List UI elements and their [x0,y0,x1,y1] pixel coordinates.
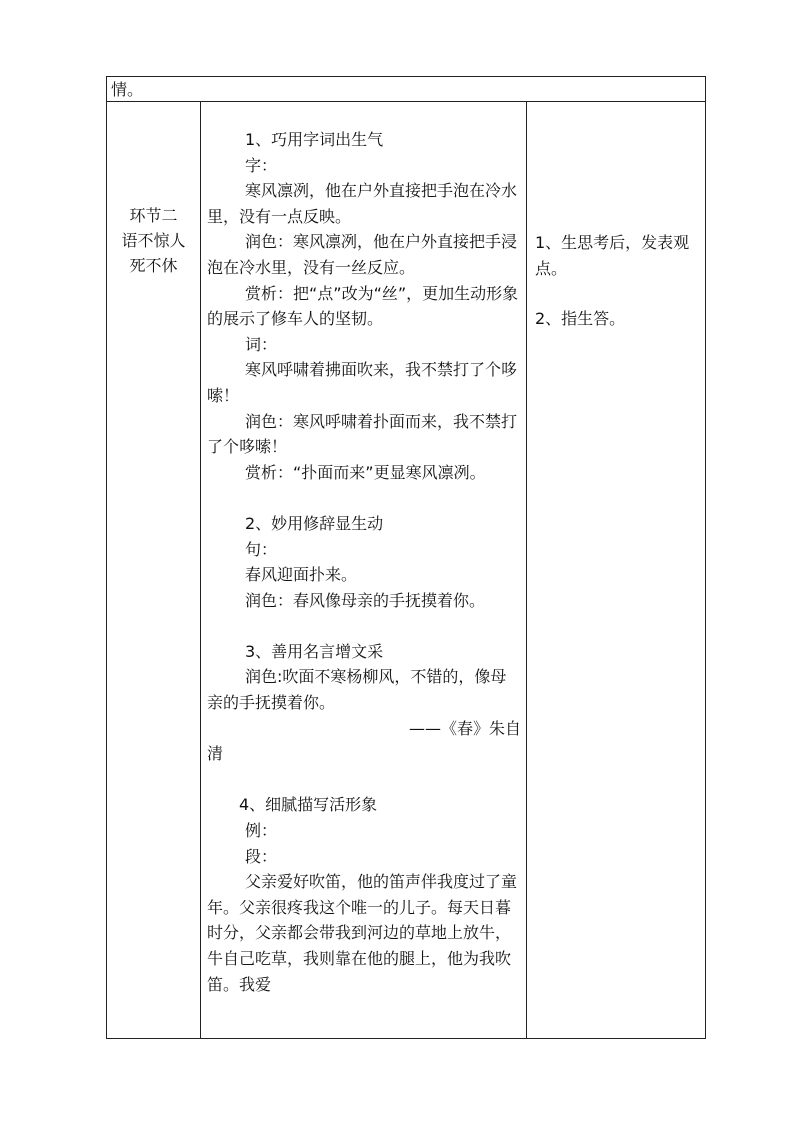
s2-revised: 润色：春风像母亲的手抚摸着你。 [245,590,486,610]
s1-ci-revised: 润色：寒风呼啸着扑面而来，我不禁打了个哆嗦！ [207,411,518,457]
section-2-title: 2、妙用修辞显生动 [245,513,384,533]
stage-line: 死不休 [129,256,178,275]
label-ci: 词： [245,334,278,354]
activity-2: 2、指生答。 [535,309,626,328]
label-duan: 段： [245,846,278,866]
s1-ci-original: 寒风呼啸着拂面吹来，我不禁打了个哆嗦！ [207,360,518,405]
label-zi: 字： [245,155,278,175]
s1-zi-analysis: 赏析：把“点”改为“丝”，更加生动形象的展示了修车人的坚韧。 [207,283,519,329]
stage-line: 环节二 [129,206,178,225]
s2-original: 春风迎面扑来。 [245,565,358,585]
label-ju: 句： [245,539,278,559]
activity-1: 1、生思考后，发表观点。 [535,233,690,278]
column-divider-1 [200,102,201,1038]
activity-cell [535,230,701,332]
section-1-title: 1、巧用字词出生气 [245,130,384,149]
section-3-title: 3、善用名言增文采 [245,641,384,661]
top-row-text: 情。 [111,80,144,99]
s3-revised: 润色:吹面不寒杨柳风，不错的，像母亲的手抚摸着你。 [207,667,507,713]
content-cell [207,127,521,997]
label-li: 例： [245,821,278,841]
stage-cell [107,203,200,278]
column-divider-2 [526,102,527,1038]
stage-line: 语不惊人 [121,231,186,250]
lesson-table [106,76,706,1039]
s1-zi-revised: 润色：寒风凛冽，他在户外直接把手浸泡在冷水里，没有一丝反应。 [207,232,518,277]
s4-paragraph: 父亲爱好吹笛，他的笛声伴我度过了童年。父亲很疼我这个唯一的儿子。每天日暮时分，父亲都会带我到河边的草地上放牛，牛自己吃草，我则靠在他的腿上，他为我吹笛。我爱 [207,872,518,994]
s1-ci-analysis: 赏析：“扑面而来”更显寒风凛冽。 [245,462,486,482]
section-4-title: 4、细腻描写活形象 [239,795,378,815]
s3-source: ——《春》朱自 [408,718,521,738]
s1-zi-original: 寒风凛冽，他在户外直接把手泡在冷水里，没有一点反映。 [207,181,518,226]
table-top-row [107,77,705,102]
s3-source-cont: 清 [207,744,224,764]
